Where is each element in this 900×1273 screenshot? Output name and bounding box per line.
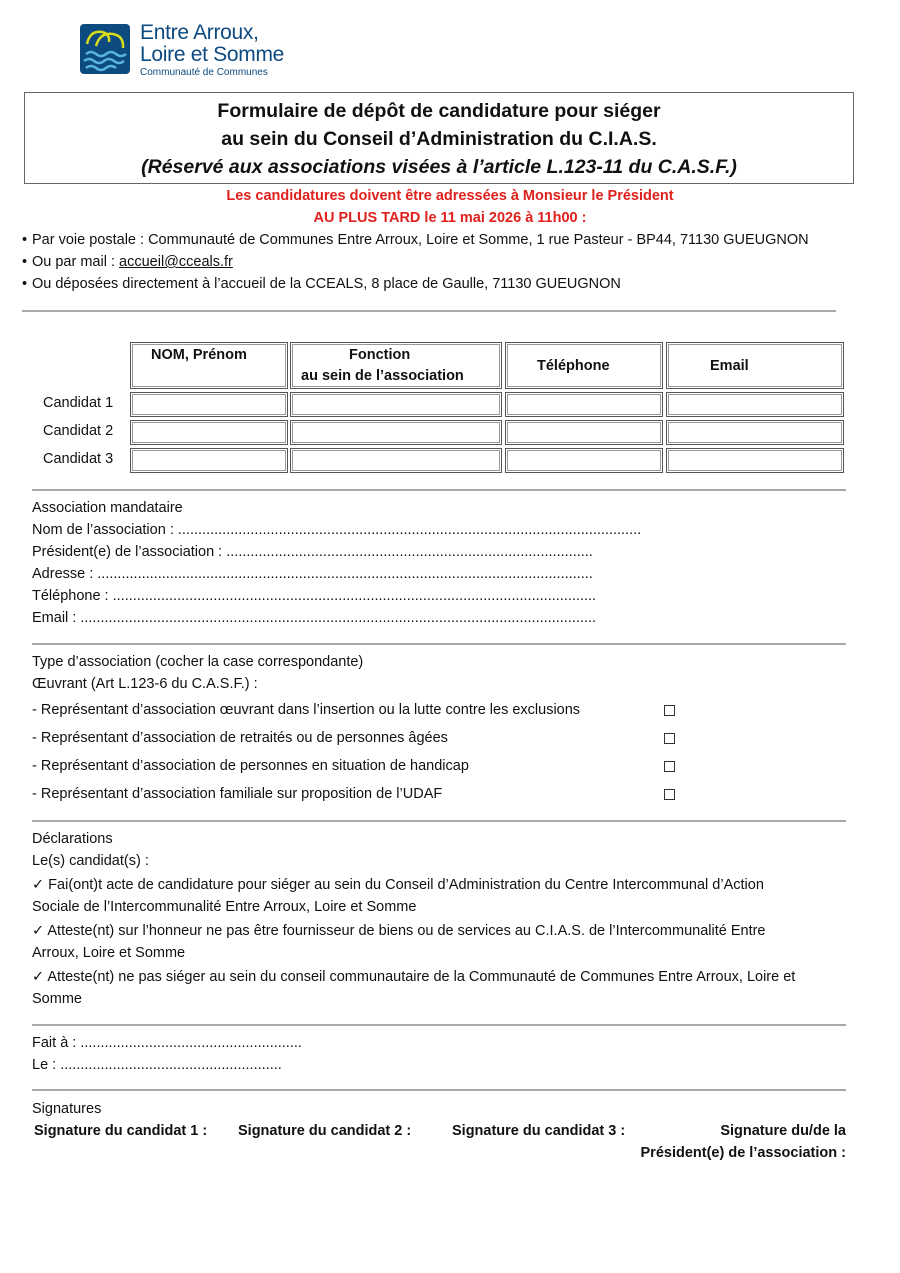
section-divider [22,310,836,312]
title-line-1: Formulaire de dépôt de candidature pour siéger [217,100,661,122]
declaration-2-line-1: ✓ Atteste(nt) sur l’honneur ne pas être fournisseur de biens ou de services au C.I.A.S. de l’Intercommunalité Entre [32,923,766,939]
title-line-2: au sein du Conseil d’Administration du C.I.A.S. [221,128,657,150]
deadline-notice-line-2: AU PLUS TARD le 11 mai 2026 à 11h00 : [313,210,587,226]
logo-line-1: Entre Arroux, [140,21,259,44]
candidat-3-function-input[interactable] [290,448,502,473]
candidat-1-email-input[interactable] [666,392,844,417]
cceals-logo [80,21,310,80]
fait-a-field[interactable]: Fait à : ....................................................... [32,1035,302,1051]
deadline-notice-line-1: Les candidatures doivent être adressées à Monsieur le Président [226,188,674,204]
section-divider [32,643,846,645]
logo-sun-waves-icon [80,24,130,74]
type-option-udaf-label: - Représentant d’association familiale sur proposition de l’UDAF [32,786,443,802]
logo-text [140,22,284,78]
declaration-1-line-2: Sociale de l’Intercommunalité Entre Arroux, Loire et Somme [32,899,417,915]
row-label-candidat-3: Candidat 3 [43,451,114,467]
signature-candidat-3[interactable]: Signature du candidat 3 : [452,1123,626,1139]
delivery-email: • Ou par mail : accueil@cceals.fr [22,254,233,270]
candidat-1-phone-input[interactable] [505,392,663,417]
delivery-in-person: • Ou déposées directement à l’accueil de la CCEALS, 8 place de Gaulle, 71130 GUEUGNON [22,276,621,292]
row-label-candidat-1: Candidat 1 [43,395,114,411]
signature-candidat-1[interactable]: Signature du candidat 1 : [34,1123,208,1139]
section-divider [32,1024,846,1026]
signature-candidat-2[interactable]: Signature du candidat 2 : [238,1123,412,1139]
header-cell-name: NOM, Prénom [130,342,288,389]
email-link[interactable]: accueil@cceals.fr [119,254,233,270]
declaration-3-line-2: Somme [32,991,82,1007]
type-option-udaf-checkbox[interactable] [664,789,675,800]
candidat-2-phone-input[interactable] [505,420,663,445]
candidat-3-phone-input[interactable] [505,448,663,473]
section-divider [32,1089,846,1091]
delivery-postal: • Par voie postale : Communauté de Communes Entre Arroux, Loire et Somme, 1 rue Pasteur - BP44, 71130 GUEUGNON [22,232,809,248]
candidat-3-name-input[interactable] [130,448,288,473]
signature-president[interactable] [641,1120,846,1164]
candidat-2-function-input[interactable] [290,420,502,445]
signature-president-line-2: Président(e) de l’association : [640,1145,846,1161]
section-divider [32,820,846,822]
candidat-1-name-input[interactable] [130,392,288,417]
signature-president-line-1: Signature du/de la [720,1123,846,1139]
date-field[interactable]: Le : ....................................................... [32,1057,282,1073]
type-subheading: Œuvrant (Art L.123-6 du C.A.S.F.) : [32,676,258,692]
candidat-3-email-input[interactable] [666,448,844,473]
signatures-heading: Signatures [32,1101,102,1117]
logo-line-2: Loire et Somme [140,43,285,66]
declaration-3-line-1: ✓ Atteste(nt) ne pas siéger au sein du conseil communautaire de la Communauté de Communes Entre Arroux, Loire et [32,969,796,985]
type-option-handicap-checkbox[interactable] [664,761,675,772]
type-option-retraites-checkbox[interactable] [664,733,675,744]
header-cell-phone: Téléphone [505,342,663,389]
candidat-2-email-input[interactable] [666,420,844,445]
type-option-insertion-checkbox[interactable] [664,705,675,716]
bullet-icon: • [22,232,28,248]
association-phone-field[interactable]: Téléphone : ........................................................................................................................ [32,588,597,604]
header-cell-email: Email [666,342,844,389]
association-address-field[interactable]: Adresse : ........................................................................................................................... [32,566,593,582]
type-option-retraites-label: - Représentant d’association de retraités ou de personnes âgées [32,730,448,746]
declarations-heading: Déclarations [32,831,113,847]
title-line-3: (Réservé aux associations visées à l’article L.123-11 du C.A.S.F.) [141,156,737,178]
declaration-1-line-1: ✓ Fai(ont)t acte de candidature pour siéger au sein du Conseil d’Administration du Centre Intercommunal d’Action [32,877,764,893]
candidat-1-function-input[interactable] [290,392,502,417]
declaration-2-line-2: Arroux, Loire et Somme [32,945,186,961]
type-heading: Type d’association (cocher la case correspondante) [32,654,364,670]
association-email-field[interactable]: Email : ................................................................................................................................ [32,610,596,626]
form-title-box [24,92,854,184]
declarations-intro: Le(s) candidat(s) : [32,853,149,869]
logo-line-3: Communauté de Communes [140,67,268,78]
section-divider [32,489,846,491]
type-option-insertion-label: - Représentant d’association œuvrant dans l’insertion ou la lutte contre les exclusions [32,702,581,718]
association-name-field[interactable]: Nom de l’association : ................................................................................................................... [32,522,642,538]
type-option-handicap-label: - Représentant d’association de personnes en situation de handicap [32,758,469,774]
bullet-icon: • [22,276,28,292]
candidat-2-name-input[interactable] [130,420,288,445]
bullet-icon: • [22,254,28,270]
row-label-candidat-2: Candidat 2 [43,423,114,439]
association-heading: Association mandataire [32,500,183,516]
association-president-field[interactable]: Président(e) de l’association : ........................................................................................... [32,544,593,560]
header-cell-function: Fonction au sein de l’association [290,342,502,389]
